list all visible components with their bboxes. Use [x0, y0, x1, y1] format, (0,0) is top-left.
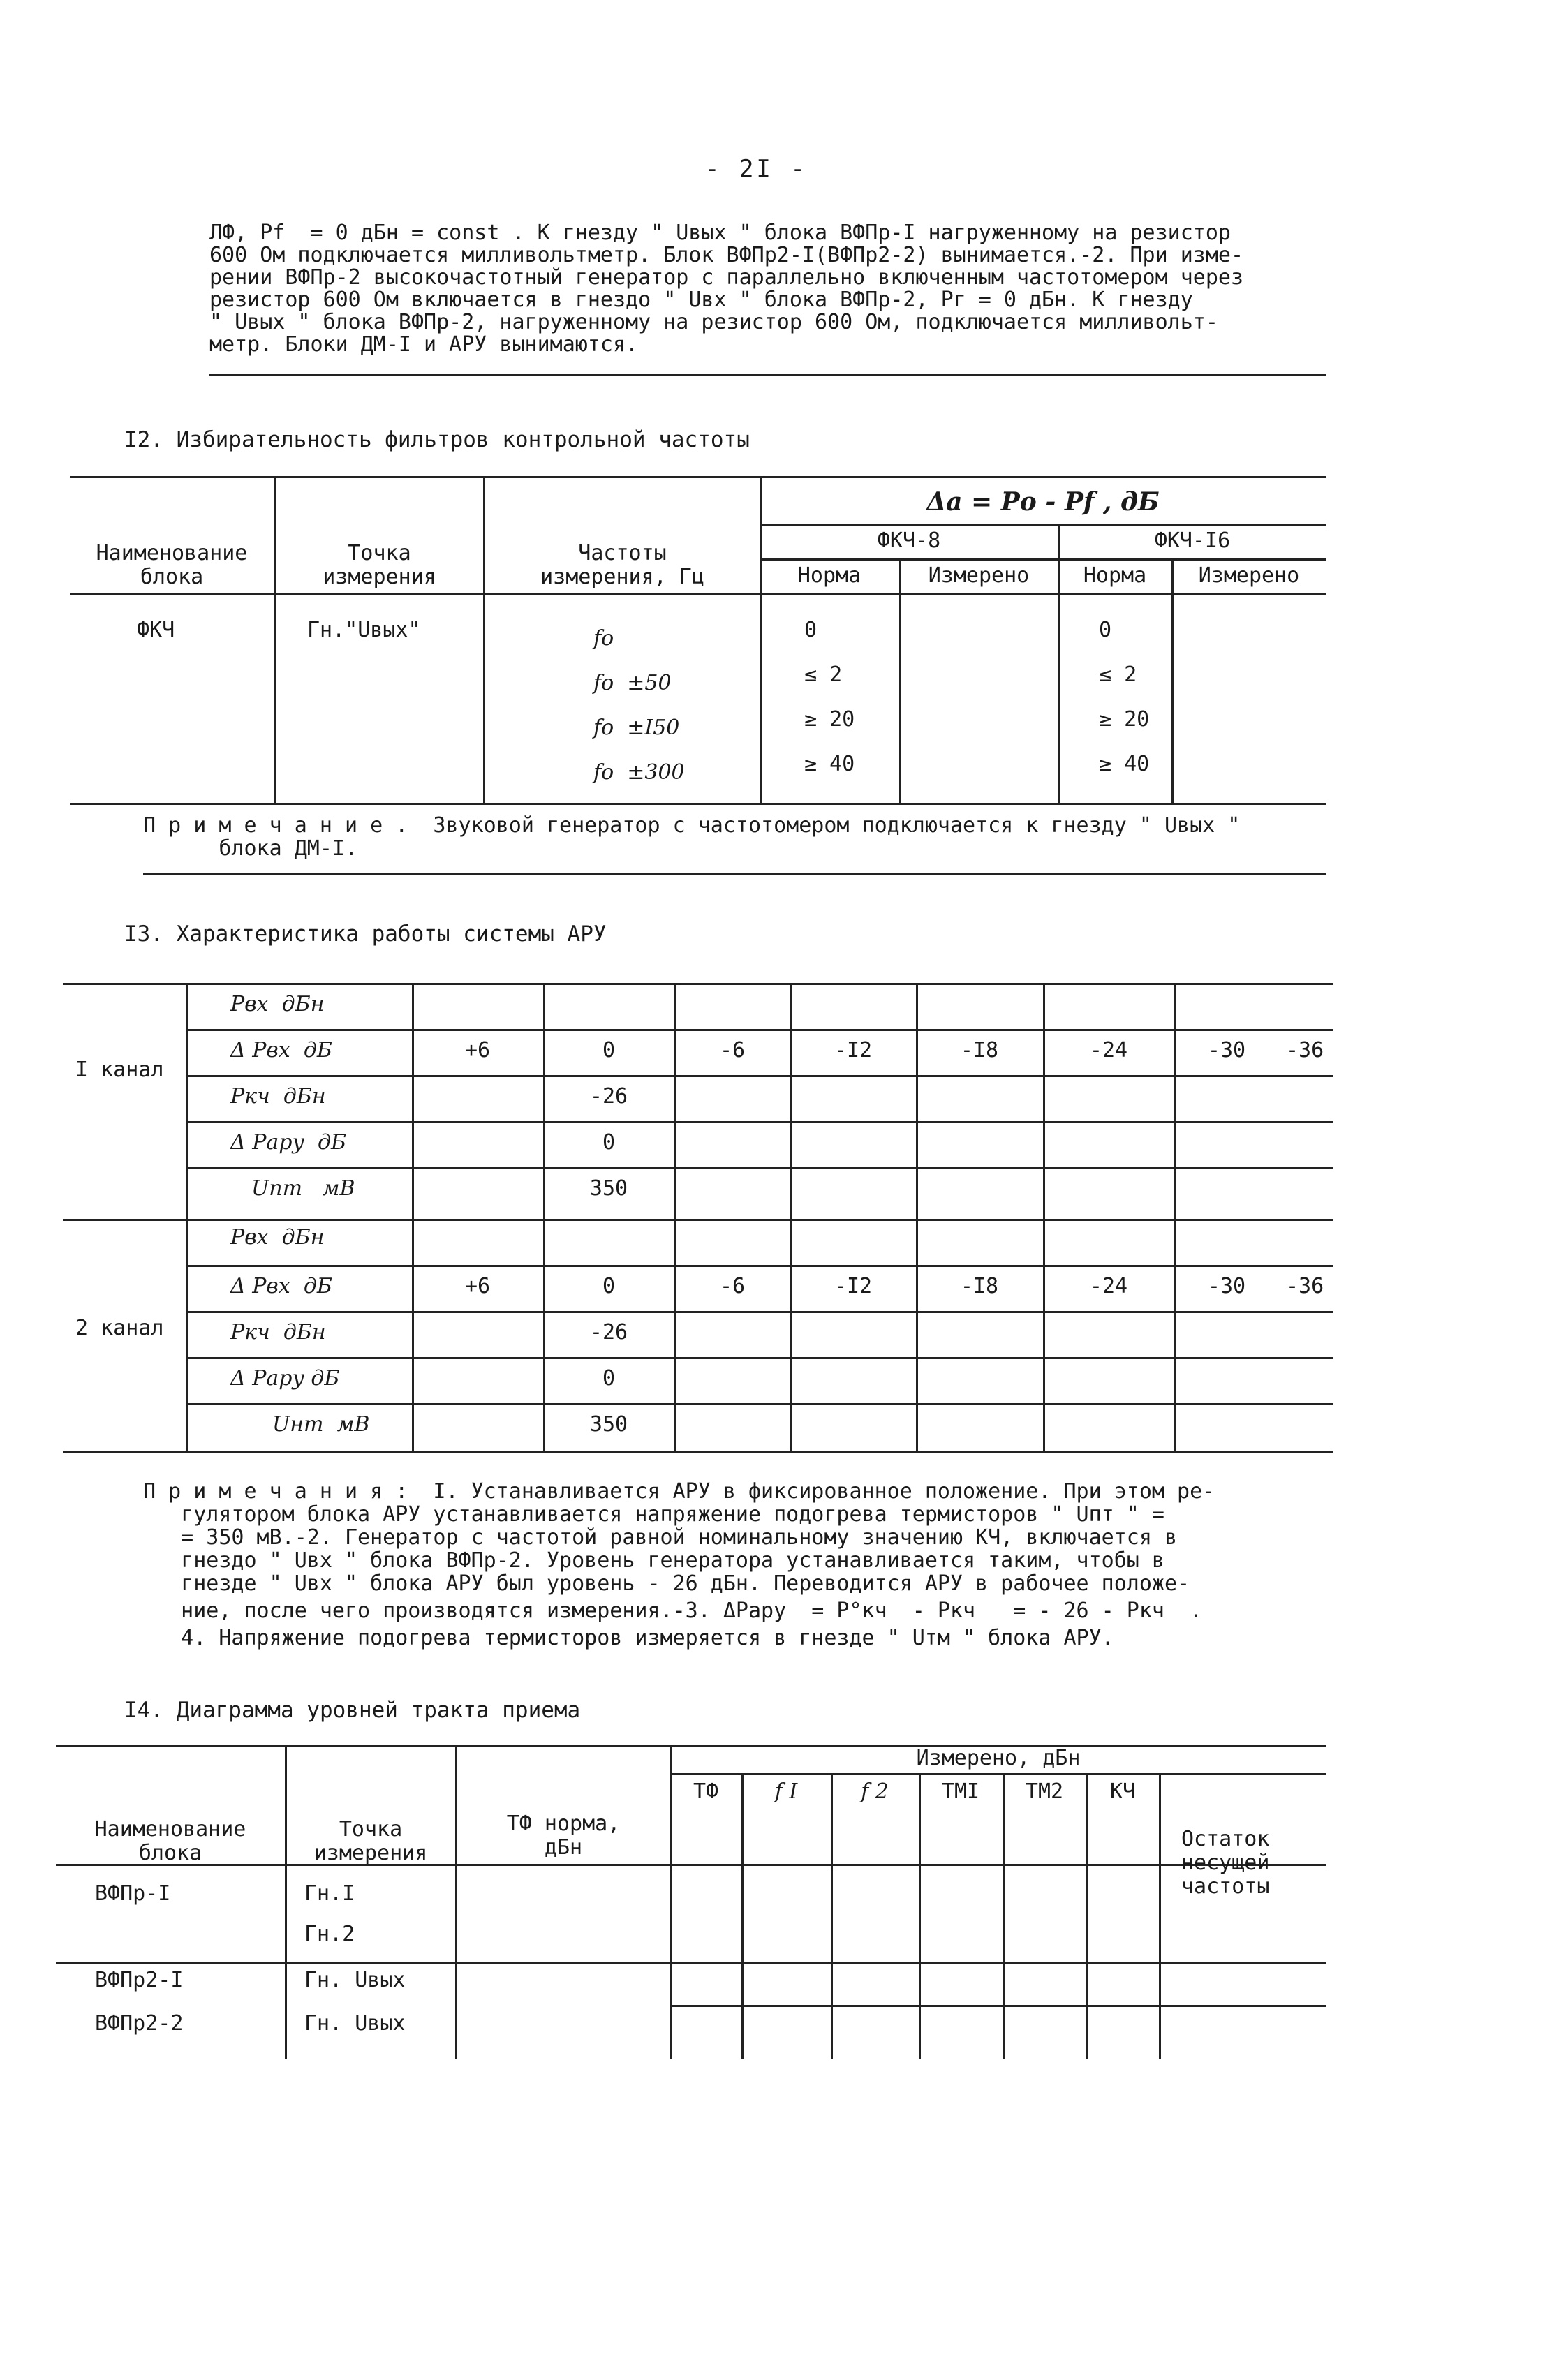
delta-value: -I8: [960, 1274, 999, 1298]
header-block-name: Наименование блока: [94, 1817, 246, 1865]
intro-line: резистор 600 Ом включается в гнездо " Uвх " блока ВФПр-2, Pг = 0 дБн. К гнезду: [209, 288, 1193, 312]
header-measured: Измерено: [1198, 563, 1300, 588]
header-col-tm1: ТМI: [941, 1779, 980, 1804]
header-col-tf: ТФ: [693, 1779, 719, 1804]
header-frequencies: Частоты измерения, Гц: [540, 541, 704, 589]
delta-value: +6: [464, 1038, 491, 1062]
norm-fkch8: ≥ 20: [804, 707, 855, 732]
header-point: Точка измерения: [313, 1817, 428, 1865]
delta-value: -30: [1207, 1038, 1246, 1062]
delta-value: 0: [602, 1038, 616, 1062]
delta-value: -I8: [960, 1038, 999, 1062]
frequency-value: fо ±I50: [593, 716, 680, 740]
norm-fkch16: ≤ 2: [1099, 662, 1137, 687]
measurement-point: Гн.2: [304, 1922, 355, 1946]
intro-line: ЛФ, Pf = 0 дБн = const . К гнезду " Uвых " блока ВФПр-I нагруженному на резистор: [209, 221, 1231, 245]
section13-title: I3. Характеристика работы системы АРУ: [124, 921, 607, 947]
delta-value: -24: [1089, 1038, 1128, 1062]
pkch-value: -26: [589, 1084, 628, 1109]
section-divider: [209, 374, 1326, 376]
param-label: Δ Pвх дБ: [230, 1274, 332, 1298]
page-number: - 2I -: [705, 155, 808, 183]
delta-paru-value: 0: [602, 1366, 616, 1391]
intro-line: рении ВФПр-2 высокочастотный генератор с параллельно включенным частотомером через: [209, 265, 1244, 290]
delta-value: -6: [719, 1038, 746, 1062]
param-label: Pвх дБн: [230, 1225, 325, 1250]
param-label: Δ Pару дБ: [230, 1130, 347, 1155]
note-line: гнездо " Uвх " блока ВФПр-2. Уровень генератора устанавливается таким, чтобы в: [143, 1548, 1164, 1573]
norm-fkch16: ≥ 40: [1099, 752, 1150, 776]
block-name: ВФПр2-2: [95, 2011, 184, 2036]
measurement-point: Гн. Uвых: [304, 2011, 406, 2036]
section13-table: [63, 983, 1333, 1452]
header-measured: Измерено, дБн: [916, 1746, 1081, 1770]
note-line: гнезде " Uвх " блока АРУ был уровень - 26 дБн. Переводится АРУ в рабочее положе-: [143, 1571, 1190, 1596]
block-name: ВФПр2-I: [95, 1968, 184, 1992]
section13-notes: [143, 1480, 1215, 1650]
channel-label: I канал: [75, 1058, 164, 1082]
note-line: блока ДМ-I.: [143, 836, 358, 861]
delta-value: -I2: [834, 1038, 873, 1062]
note-line: П р и м е ч а н и е . Звуковой генератор с частотомером подключается к гнезду " Uвых ": [143, 813, 1241, 838]
header-norm: Норма: [797, 563, 861, 588]
intro-paragraph: [209, 222, 1243, 356]
intro-line: 600 Ом подключается милливольтметр. Блок ВФПр2-I(ВФПр2-2) вынимается.-2. При изме-: [209, 243, 1244, 267]
section14-table: [56, 1738, 1326, 2059]
measurement-point: Гн."Uвых": [307, 618, 421, 642]
header-col-f2: f 2: [861, 1779, 889, 1804]
section12-title: I2. Избирательность фильтров контрольной частоты: [124, 427, 750, 452]
param-label: Uпт мВ: [251, 1176, 355, 1201]
norm-fkch8: ≥ 40: [804, 752, 855, 776]
header-col-f1: f I: [774, 1779, 798, 1804]
block-name: ФКЧ: [137, 618, 175, 642]
frequency-value: fо: [593, 626, 614, 651]
header-tf-norm: ТФ норма, дБн: [506, 1812, 621, 1860]
delta-paru-value: 0: [602, 1130, 616, 1155]
header-measured: Измерено: [928, 563, 1030, 588]
header-col-kch: КЧ: [1109, 1779, 1136, 1804]
section14-title: I4. Диаграмма уровней тракта приема: [124, 1698, 581, 1723]
param-label: Δ Pару дБ: [230, 1366, 340, 1391]
delta-value: -I2: [834, 1274, 873, 1298]
upt-value: 350: [589, 1176, 628, 1201]
unt-value: 350: [589, 1412, 628, 1437]
measurement-point: Гн. Uвых: [304, 1968, 406, 1992]
pkch-value: -26: [589, 1320, 628, 1344]
intro-line: метр. Блоки ДМ-I и АРУ вынимаются.: [209, 332, 639, 357]
norm-fkch8: 0: [804, 618, 818, 642]
header-carrier: Остаток несущей частоты: [1181, 1827, 1270, 1899]
frequency-value: fо ±50: [593, 671, 672, 695]
delta-value: 0: [602, 1274, 616, 1298]
note-line: ние, после чего производятся измерения.-3. ΔPару = P°кч - Pкч = - 26 - Pкч .: [143, 1599, 1203, 1623]
note-line: = 350 мВ.-2. Генератор с частотой равной номинальному значению КЧ, включается в: [143, 1525, 1178, 1550]
channel-label: 2 канал: [75, 1316, 164, 1340]
param-label: Δ Pвх дБ: [230, 1038, 332, 1062]
header-norm: Норма: [1083, 563, 1147, 588]
norm-fkch16: 0: [1099, 618, 1112, 642]
delta-value: -6: [719, 1274, 746, 1298]
norm-fkch8: ≤ 2: [804, 662, 843, 687]
header-col-tm2: ТМ2: [1025, 1779, 1064, 1804]
param-label: Pкч дБн: [230, 1084, 326, 1109]
header-fkch8: ФКЧ-8: [877, 528, 941, 553]
header-block-name: Наименование блока: [96, 541, 248, 589]
delta-value: -30: [1207, 1274, 1246, 1298]
param-label: Uнт мВ: [272, 1412, 370, 1437]
header-delta-formula: Δa = Pо - Pf , дБ: [926, 487, 1160, 517]
delta-value: +6: [464, 1274, 491, 1298]
norm-fkch16: ≥ 20: [1099, 707, 1150, 732]
delta-value: -24: [1089, 1274, 1128, 1298]
note-line: 4. Напряжение подогрева термисторов измеряется в гнезде " Uтм " блока АРУ.: [143, 1626, 1114, 1650]
param-label: Pкч дБн: [230, 1320, 326, 1344]
intro-line: " Uвых " блока ВФПр-2, нагруженному на резистор 600 Ом, подключается милливольт-: [209, 310, 1218, 334]
section12-table: [70, 469, 1326, 804]
measurement-point: Гн.I: [304, 1881, 355, 1906]
header-point: Точка измерения: [323, 541, 436, 589]
note-line: П р и м е ч а н и я : I. Устанавливается АРУ в фиксированное положение. При этом ре-: [143, 1479, 1215, 1504]
delta-value: -36: [1286, 1274, 1324, 1298]
delta-value: -36: [1286, 1038, 1324, 1062]
param-label: Pвх дБн: [230, 992, 325, 1016]
section12-note: [143, 814, 1240, 860]
section-divider: [143, 873, 1326, 875]
note-line: гулятором блока АРУ устанавливается напряжение подогрева термисторов " Uпт " =: [143, 1502, 1164, 1527]
header-fkch16: ФКЧ-I6: [1154, 528, 1231, 553]
block-name: ВФПр-I: [95, 1881, 171, 1906]
frequency-value: fо ±300: [593, 760, 685, 785]
